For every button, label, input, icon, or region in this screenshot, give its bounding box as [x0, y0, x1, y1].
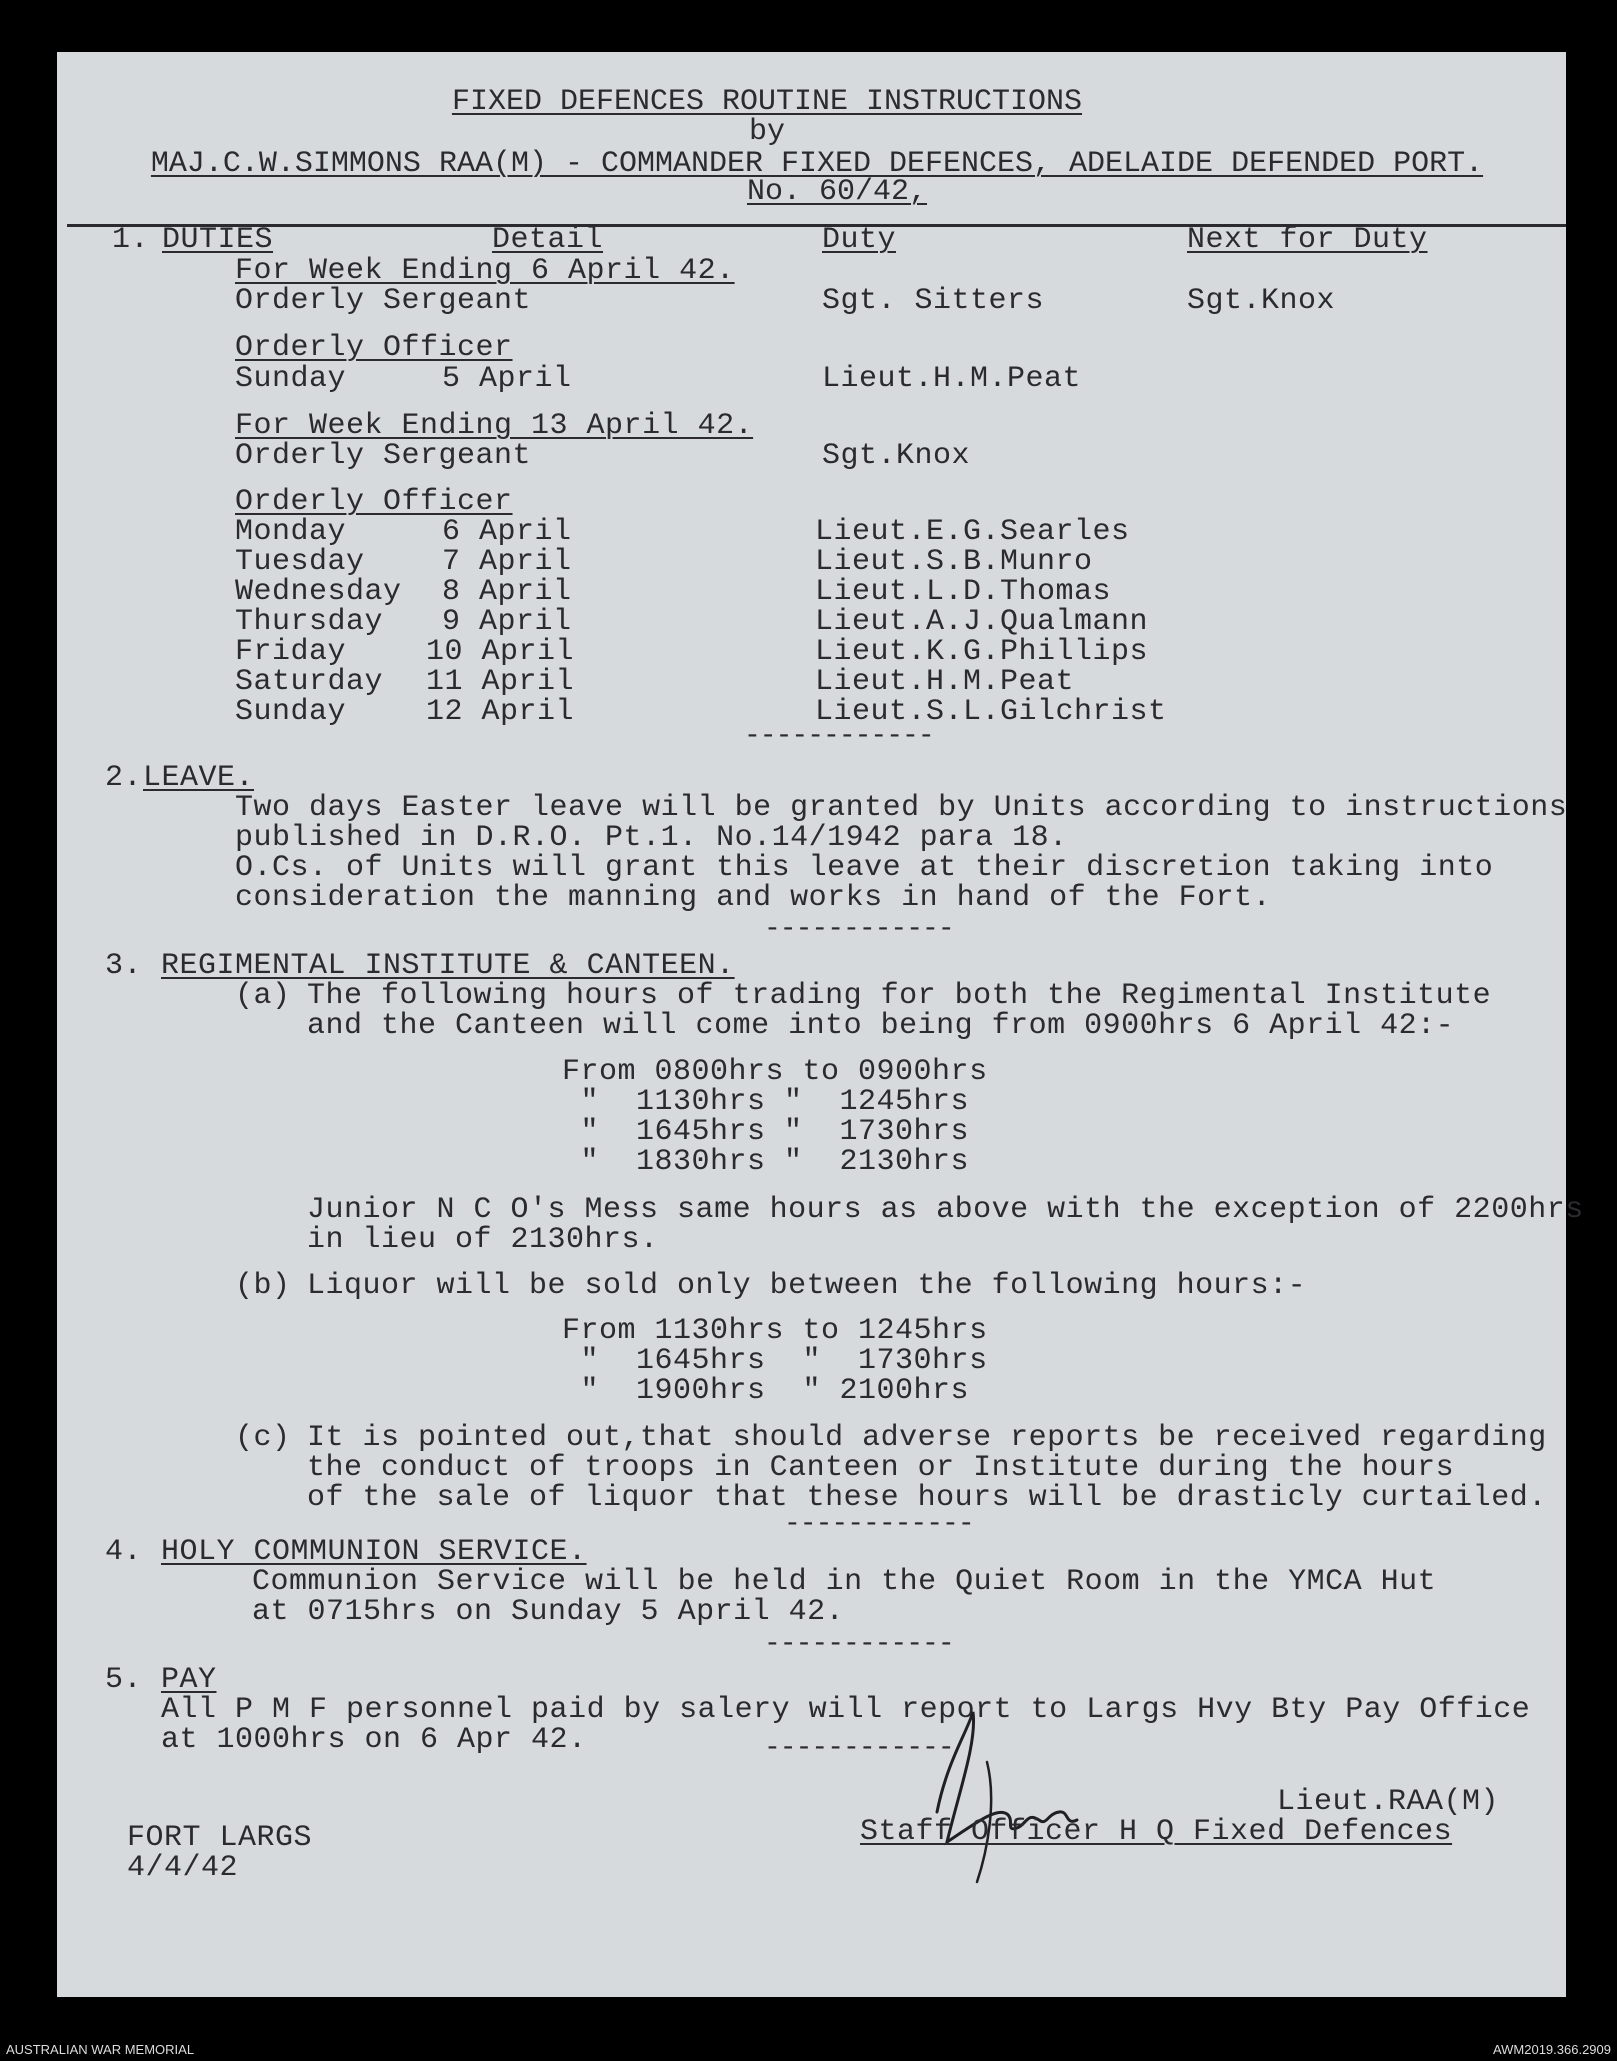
trading-hours-line: " 1130hrs " 1245hrs: [562, 1085, 970, 1119]
section-number: 1.: [112, 223, 150, 257]
next-duty-name: Sgt.Knox: [1187, 284, 1336, 318]
duty-day: Saturday: [235, 665, 384, 699]
liquor-hours-line: " 1900hrs " 2100hrs: [562, 1374, 970, 1408]
trading-hours-line: " 1645hrs " 1730hrs: [562, 1115, 970, 1149]
place-name: FORT LARGS: [127, 1821, 313, 1855]
section-number: 2.: [105, 761, 143, 795]
duty-day: Monday: [235, 515, 347, 549]
duty-date: 9 April: [442, 605, 572, 639]
section-number: 4.: [105, 1535, 143, 1569]
canteen-text-line: and the Canteen will come into being from 0900hrs 6 April 42:-: [307, 1009, 1455, 1043]
section-separator: ------------: [744, 721, 934, 752]
leave-text-line: consideration the manning and works in hand of the Fort.: [235, 881, 1272, 915]
section-separator: ------------: [764, 1733, 954, 1764]
pay-text-line: at 1000hrs on 6 Apr 42.: [161, 1723, 587, 1757]
pay-heading: PAY: [161, 1663, 217, 1697]
duty-date: 5 April: [442, 362, 572, 396]
duty-day: Sunday: [235, 695, 347, 729]
duty-day: Thursday: [235, 605, 384, 639]
column-header-detail: Detail: [492, 223, 604, 257]
section-number: 5.: [105, 1663, 143, 1697]
document-date: 4/4/42: [127, 1851, 239, 1885]
signatory-title: Staff Officer H Q Fixed Defences: [860, 1815, 1453, 1849]
communion-heading: HOLY COMMUNION SERVICE.: [161, 1535, 587, 1569]
duty-day: Sunday: [235, 362, 347, 396]
duty-day: Friday: [235, 635, 347, 669]
duty-name: Sgt.Knox: [822, 439, 971, 473]
duty-name: Lieut.K.G.Phillips: [815, 635, 1149, 669]
column-header-duty: Duty: [822, 223, 897, 257]
duty-name: Lieut.S.L.Gilchrist: [815, 695, 1167, 729]
leave-heading: LEAVE.: [143, 761, 255, 795]
header-by: by: [748, 115, 785, 149]
nco-mess-line: Junior N C O's Mess same hours as above with the exception of 2200hrs: [307, 1193, 1584, 1227]
leave-text-line: published in D.R.O. Pt.1. No.14/1942 para 18.: [235, 821, 1068, 855]
clause-label: (c): [235, 1421, 291, 1455]
officer-heading: Orderly Officer: [235, 485, 513, 519]
duty-name: Lieut.E.G.Searles: [815, 515, 1130, 549]
leave-text-line: O.Cs. of Units will grant this leave at their discretion taking into: [235, 851, 1494, 885]
duty-name: Lieut.H.M.Peat: [815, 665, 1075, 699]
duty-name: Lieut.L.D.Thomas: [815, 575, 1112, 609]
section-number: 3.: [105, 949, 143, 983]
duty-name: Lieut.H.M.Peat: [822, 362, 1082, 396]
duty-date: 10 April: [426, 635, 575, 669]
clause-label: (b): [235, 1269, 291, 1303]
canteen-text-line: The following hours of trading for both the Regimental Institute: [307, 979, 1492, 1013]
duties-heading: DUTIES: [162, 223, 274, 257]
duty-day: Wednesday: [235, 575, 402, 609]
week-heading: For Week Ending 13 April 42.: [235, 409, 754, 443]
duty-date: 11 April: [426, 665, 575, 699]
duty-date: 7 April: [442, 545, 572, 579]
trading-hours-line: From 0800hrs to 0900hrs: [562, 1055, 988, 1089]
duty-date: 12 April: [426, 695, 575, 729]
communion-text-line: at 0715hrs on Sunday 5 April 42.: [252, 1595, 845, 1629]
canteen-heading: REGIMENTAL INSTITUTE & CANTEEN.: [161, 949, 735, 983]
leave-text-line: Two days Easter leave will be granted by Units according to instructions: [235, 791, 1568, 825]
clause-label: (a): [235, 979, 291, 1013]
section-separator: ------------: [764, 1629, 954, 1660]
duty-day: Tuesday: [235, 545, 365, 579]
footer-collection: AUSTRALIAN WAR MEMORIAL: [6, 2042, 195, 2057]
warning-text-line: the conduct of troops in Canteen or Institute during the hours: [307, 1451, 1455, 1485]
section-separator: ------------: [764, 914, 954, 945]
nco-mess-line: in lieu of 2130hrs.: [307, 1223, 659, 1257]
routine-order-number: No. 60/42,: [746, 175, 928, 209]
liquor-hours-line: From 1130hrs to 1245hrs: [562, 1314, 988, 1348]
pay-text-line: All P M F personnel paid by salery will report to Largs Hvy Bty Pay Office: [161, 1693, 1531, 1727]
warning-text-line: It is pointed out,that should adverse reports be received regarding: [307, 1421, 1547, 1455]
document-page: [57, 52, 1584, 1997]
duty-label: Orderly Sergeant: [235, 284, 532, 318]
liquor-text-line: Liquor will be sold only between the following hours:-: [307, 1269, 1307, 1303]
duty-date: 6 April: [442, 515, 572, 549]
signatory-rank: Lieut.RAA(M): [1277, 1785, 1500, 1819]
trading-hours-line: " 1830hrs " 2130hrs: [562, 1145, 970, 1179]
officer-heading: Orderly Officer: [235, 331, 513, 365]
header-author: MAJ.C.W.SIMMONS RAA(M) - COMMANDER FIXED DEFENCES, ADELAIDE DEFENDED PORT.: [150, 147, 1484, 181]
duty-name: Sgt. Sitters: [822, 284, 1045, 318]
footer-accession: AWM2019.366.2909: [1492, 2042, 1611, 2057]
week-heading: For Week Ending 6 April 42.: [235, 254, 735, 288]
handwritten-signature: [877, 1702, 1137, 1892]
warning-text-line: of the sale of liquor that these hours will be drasticly curtailed.: [307, 1481, 1547, 1515]
liquor-hours-line: " 1645hrs " 1730hrs: [562, 1344, 988, 1378]
duty-name: Lieut.S.B.Munro: [815, 545, 1093, 579]
duty-name: Lieut.A.J.Qualmann: [815, 605, 1149, 639]
section-separator: ------------: [784, 1509, 974, 1540]
duty-date: 8 April: [442, 575, 572, 609]
document-title: FIXED DEFENCES ROUTINE INSTRUCTIONS: [451, 85, 1083, 119]
column-header-next: Next for Duty: [1187, 223, 1428, 257]
communion-text-line: Communion Service will be held in the Quiet Room in the YMCA Hut: [252, 1565, 1437, 1599]
duty-label: Orderly Sergeant: [235, 439, 532, 473]
